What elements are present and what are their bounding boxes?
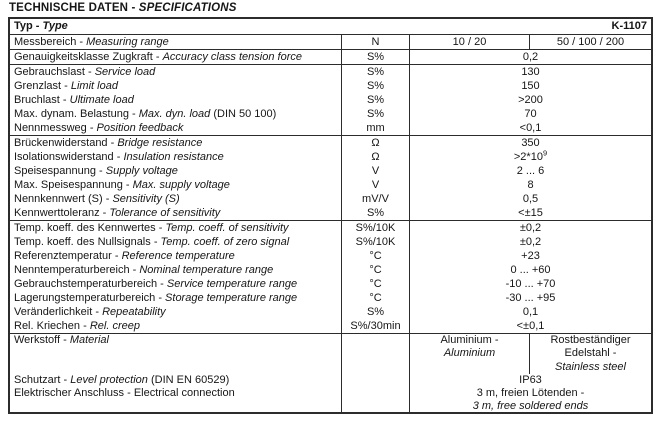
label-suffix: (DIN EN 60529)	[150, 373, 230, 386]
material-aluminium-de: Aluminium -	[440, 334, 499, 346]
label-separator: -	[128, 108, 139, 120]
page-title-separator: -	[128, 2, 139, 14]
row-unit: S%/30min	[342, 319, 410, 333]
load-specs-group	[10, 65, 651, 136]
value-text: <±0,1	[516, 320, 545, 332]
value-text: 350	[521, 137, 540, 149]
connection-label	[14, 387, 341, 400]
model-number: K-1107	[611, 20, 647, 32]
spec-row-position-feedback	[10, 121, 651, 135]
value-text: <0,1	[519, 122, 542, 134]
connection-value-en-text: 3 m, free soldered ends	[472, 399, 589, 412]
row-value	[410, 121, 651, 135]
label-separator: -	[107, 137, 118, 149]
label-de: Gebrauchslast	[14, 66, 85, 78]
value-text: 130	[521, 66, 540, 78]
label-en: Temp. coeff. of zero signal	[160, 236, 290, 248]
protection-label	[14, 374, 341, 387]
label-separator: -	[129, 264, 140, 276]
label-en: Position feedback	[96, 122, 184, 134]
material-steel	[530, 334, 651, 374]
spec-row-temp-coeff-sensitivity	[10, 221, 651, 235]
label-de: Nennmessweg	[14, 122, 87, 134]
accuracy-class-row	[10, 50, 651, 65]
protection-value: IP63	[519, 374, 542, 386]
spec-row-insulation-resistance	[10, 150, 651, 164]
label-de: Gebrauchstemperaturbereich	[14, 278, 158, 290]
value-text: 150	[521, 80, 540, 92]
material-values	[410, 334, 651, 374]
row-unit: °C	[342, 277, 410, 291]
row-value	[410, 319, 651, 333]
value-text: 70	[524, 108, 537, 120]
row-label	[10, 305, 342, 319]
label-separator: -	[99, 207, 110, 219]
row-value	[410, 150, 651, 164]
spec-row-bridge-resistance	[10, 136, 651, 150]
row-value	[410, 178, 651, 192]
row-label	[10, 319, 342, 333]
label-de: Veränderlichkeit	[14, 306, 93, 318]
spec-row-supply-voltage	[10, 164, 651, 178]
label-de: Nenntemperaturbereich	[14, 264, 130, 276]
label-en: Material	[69, 334, 109, 346]
row-label	[10, 221, 342, 235]
row-value	[410, 164, 651, 178]
page-title	[8, 1, 653, 17]
measuring-range-high: 50 / 100 / 200	[556, 36, 625, 48]
row-label	[10, 79, 342, 93]
spec-row-max-dynamic-load	[10, 107, 651, 121]
electrical-specs-group	[10, 136, 651, 221]
label-separator: -	[150, 236, 161, 248]
row-value	[410, 136, 651, 150]
row-unit: S%	[342, 65, 410, 79]
bottom-labels	[10, 334, 342, 412]
material-protection-section	[10, 334, 651, 412]
row-unit: Ω	[342, 150, 410, 164]
row-label	[10, 121, 342, 135]
row-label	[10, 192, 342, 206]
row-label	[10, 107, 342, 121]
label-en: Service temperature range	[166, 278, 298, 290]
material-aluminium-en	[410, 347, 529, 360]
row-label	[10, 150, 342, 164]
value-text: -10 ... +70	[505, 278, 556, 290]
accuracy-class-label	[10, 50, 342, 64]
label-separator: -	[155, 292, 166, 304]
row-unit: °C	[342, 249, 410, 263]
label-separator: -	[95, 165, 106, 177]
material-steel-en	[530, 361, 651, 374]
material-aluminium	[410, 334, 530, 374]
label-de: Lagerungstemperaturbereich	[14, 292, 156, 304]
label-en: Max. supply voltage	[132, 179, 230, 191]
label-en: Repeatability	[102, 306, 166, 318]
type-label-en: Type	[42, 20, 68, 32]
value-text: +23	[521, 250, 540, 262]
label-de: Temp. koeff. des Kennwertes	[14, 222, 156, 234]
row-unit: °C	[342, 263, 410, 277]
label-separator: -	[111, 250, 122, 262]
page-title-en: SPECIFICATIONS	[138, 2, 237, 14]
value-text: 8	[527, 179, 534, 191]
label-de: Elektrischer Anschluss	[14, 387, 125, 400]
label-separator: -	[152, 51, 163, 63]
label-en: Storage temperature range	[165, 292, 298, 304]
label-de: Kennwerttoleranz	[14, 207, 100, 219]
accuracy-class-unit: S%	[342, 50, 410, 64]
row-unit: S%/10K	[342, 235, 410, 249]
row-label	[10, 65, 342, 79]
spec-row-temp-coeff-zero-signal	[10, 235, 651, 249]
label-en: Bridge resistance	[117, 137, 203, 149]
value-text: 0 ... +60	[510, 264, 551, 276]
label-separator: -	[61, 80, 71, 92]
page-title-de: TECHNISCHE DATEN	[9, 2, 129, 14]
temperature-specs-group	[10, 221, 651, 334]
label-en: Temp. coeff. of sensitivity	[165, 222, 289, 234]
label-en: Reference temperature	[121, 250, 235, 262]
row-unit: V	[342, 178, 410, 192]
label-en: Tolerance of sensitivity	[109, 207, 221, 219]
label-de: Grenzlast	[14, 80, 62, 92]
bottom-values	[410, 334, 651, 412]
value-text: -30 ... +95	[505, 292, 556, 304]
value-text: 0,1	[522, 306, 539, 318]
value-text: ±0,2	[519, 236, 542, 248]
label-separator: -	[59, 94, 70, 106]
label-separator: -	[92, 306, 103, 318]
label-de: Max. Speisespannung	[14, 179, 123, 191]
specifications-table	[8, 17, 653, 414]
row-label	[10, 235, 342, 249]
measuring-range-unit: N	[342, 35, 410, 49]
label-de: Nennkennwert (S)	[14, 193, 103, 205]
spec-row-limit-load	[10, 79, 651, 93]
label-separator: -	[60, 373, 71, 386]
row-value	[410, 249, 651, 263]
accuracy-class-value: 0,2	[522, 51, 539, 63]
label-de: Rel. Kriechen	[14, 320, 81, 332]
spec-row-rel-creep	[10, 319, 651, 333]
label-de: Genauigkeitsklasse Zugkraft	[14, 51, 153, 63]
spec-row-ultimate-load	[10, 93, 651, 107]
material-steel-en-text: Stainless steel	[555, 360, 626, 373]
row-value	[410, 79, 651, 93]
row-value	[410, 291, 651, 305]
label-de: Isolationswiderstand	[14, 151, 114, 163]
label-de: Max. dynam. Belastung	[14, 108, 129, 120]
spec-row-sensitivity	[10, 192, 651, 206]
row-label	[10, 206, 342, 220]
label-separator: -	[102, 193, 113, 205]
type-label-separator: -	[32, 20, 43, 32]
row-value	[410, 277, 651, 291]
label-de: Referenztemperatur	[14, 250, 112, 262]
row-label	[10, 93, 342, 107]
row-value	[410, 93, 651, 107]
measuring-range-values	[410, 35, 651, 49]
label-en: Sensitivity (S)	[112, 193, 180, 205]
label-en: Max. dyn. load	[138, 108, 211, 120]
row-value	[410, 263, 651, 277]
label-separator: -	[113, 151, 124, 163]
label-en: Rel. creep	[89, 320, 140, 332]
row-unit: S%	[342, 79, 410, 93]
row-unit: mm	[342, 121, 410, 135]
label-spacer	[14, 347, 341, 374]
bottom-unit-empty	[342, 334, 410, 412]
row-unit: S%/10K	[342, 221, 410, 235]
row-value	[410, 107, 651, 121]
row-unit: S%	[342, 93, 410, 107]
label-en: Measuring range	[86, 36, 169, 48]
value-text: 0,5	[522, 193, 539, 205]
spec-row-reference-temperature	[10, 249, 651, 263]
label-separator: -	[60, 334, 70, 346]
spec-row-tolerance-of-sensitivity	[10, 206, 651, 220]
row-value	[410, 65, 651, 79]
spec-row-nominal-temperature-range	[10, 263, 651, 277]
connection-value-en	[410, 400, 651, 413]
label-de: Bruchlast	[14, 94, 60, 106]
label-en: Insulation resistance	[123, 151, 224, 163]
label-de: Schutzart	[14, 373, 61, 386]
label-de: Messbereich	[14, 36, 77, 48]
material-steel-de-1: Rostbeständiger	[550, 334, 631, 346]
material-label	[14, 334, 341, 347]
value-text: 2 ... 6	[516, 165, 545, 177]
label-en: Service load	[94, 66, 156, 78]
row-value	[410, 235, 651, 249]
label-en: Electrical connection	[133, 387, 235, 400]
label-separator: -	[122, 179, 133, 191]
row-label	[10, 249, 342, 263]
label-separator: -	[155, 222, 166, 234]
material-aluminium-en-text: Aluminium	[443, 347, 496, 360]
row-label	[10, 263, 342, 277]
type-header-row	[10, 19, 651, 35]
label-separator: -	[84, 66, 95, 78]
label-en: Limit load	[70, 80, 118, 92]
spec-row-max-supply-voltage	[10, 178, 651, 192]
row-label	[10, 136, 342, 150]
row-unit: V	[342, 164, 410, 178]
spec-row-repeatability	[10, 305, 651, 319]
label-de: Brückenwiderstand	[14, 137, 108, 149]
label-en: Ultimate load	[69, 94, 134, 106]
row-unit: Ω	[342, 136, 410, 150]
row-unit: S%	[342, 305, 410, 319]
row-label	[10, 178, 342, 192]
row-value	[410, 221, 651, 235]
spec-row-service-load	[10, 65, 651, 79]
value-superscript: 9	[542, 148, 548, 158]
spec-row-storage-temperature-range	[10, 291, 651, 305]
connection-value-de: 3 m, freien Lötenden -	[476, 387, 585, 399]
label-de: Temp. koeff. des Nullsignals	[14, 236, 151, 248]
row-label	[10, 164, 342, 178]
row-unit: °C	[342, 291, 410, 305]
label-separator: -	[86, 122, 97, 134]
row-value	[410, 206, 651, 220]
label-de: Speisespannung	[14, 165, 96, 177]
label-en: Level protection	[70, 373, 148, 386]
label-separator: -	[76, 36, 87, 48]
value-text: >2*10	[513, 151, 543, 163]
label-de: Werkstoff	[14, 334, 61, 346]
row-value	[410, 192, 651, 206]
value-text: ±0,2	[519, 222, 542, 234]
measuring-range-label	[10, 35, 342, 49]
row-value	[410, 305, 651, 319]
type-label-de: Typ	[14, 20, 33, 32]
material-steel-de-2: Edelstahl -	[564, 347, 617, 360]
row-unit: S%	[342, 107, 410, 121]
row-unit: mV/V	[342, 192, 410, 206]
row-label	[10, 277, 342, 291]
label-suffix: (DIN 50 100)	[213, 108, 277, 120]
label-separator: -	[124, 387, 134, 400]
spec-row-service-temperature-range	[10, 277, 651, 291]
measuring-range-row	[10, 35, 651, 50]
row-label	[10, 291, 342, 305]
value-text: >200	[518, 94, 543, 106]
label-en: Supply voltage	[105, 165, 178, 177]
value-text: <±15	[518, 207, 543, 219]
label-separator: -	[80, 320, 90, 332]
label-en: Accuracy class tension force	[162, 51, 302, 63]
type-label	[14, 19, 68, 34]
label-separator: -	[157, 278, 167, 290]
row-unit: S%	[342, 206, 410, 220]
measuring-range-low: 10 / 20	[410, 35, 530, 49]
label-en: Nominal temperature range	[139, 264, 274, 276]
